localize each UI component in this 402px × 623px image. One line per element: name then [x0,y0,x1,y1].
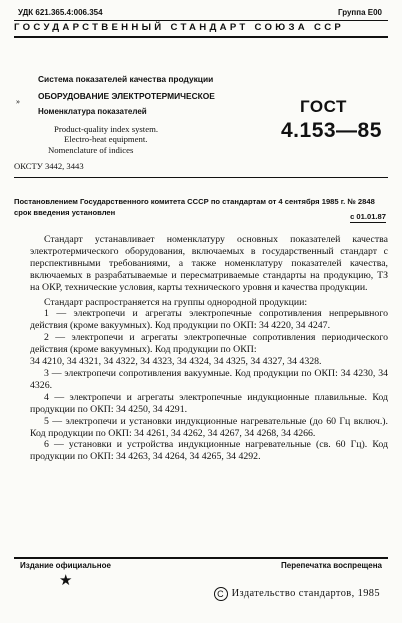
group-item-3: 3 — электропечи сопротивления вакуумные. Код продукции по ОКП: 34 4230, 34 4326. [30,367,388,391]
effective-date: с 01.01.87 [350,212,386,221]
copyright-text: Издательство стандартов, 1985 [231,588,380,599]
udk-code: УДК 621.365.4:006.354 [18,8,103,17]
margin-marker: » [16,97,20,106]
header-rule [14,36,388,38]
reprint-prohibited: Перепечатка воспрещена [281,561,382,570]
group-item-1: 1 — электропечи и агрегаты электропечные сопротивления непрерывного действия (кроме вакуумных). Код продукции по ОКП: 34 4220, 34 4247. [30,308,388,332]
title-block [38,74,268,155]
group-item-4: 4 — электропечи и агрегаты электропечные индукционные плавильные. Код продукции по ОКП: 34 4250, 34 4291. [30,391,388,415]
paragraph-groups: Стандарт распространяется на группы однородной продукции: [44,296,308,308]
copyright-icon: С [214,587,228,601]
okstu-rule [14,177,388,178]
okstu-codes: ОКСТУ 3442, 3443 [14,161,84,171]
group-item-2: 2 — электропечи и агрегаты электропечные сопротивления периодического действия (кроме вакуумных). Код продукции по ОКП: [30,332,388,356]
gost-number: 4.153—85 [281,119,382,142]
english-title [38,124,268,155]
english-title-line-3: Nomenclature of indices [48,144,134,155]
paragraph-scope: Стандарт устанавливает номенклатуру основных показателей качества электротермического оборудования, включаемых в государственный стандарт с перспективными требованиями, а также номенклатуру показателей качества, включаемых в разрабатываемые и пересматриваемые стандарты на продукцию, ТЗ на ОКР, технические условия, карты технического уровня и качества продукции. [30,234,388,293]
official-edition: Издание официальное [20,561,111,570]
group-item-6: 6 — установки и устройства индукционные нагревательные (св. 60 Гц). Код продукции по ОКП: 34 4263, 34 4264, 34 4265, 34 4292. [30,439,388,463]
top-rule [14,20,388,21]
gost-label: ГОСТ [300,97,347,116]
star-icon: ★ [59,573,73,589]
group-item-2-codes: 34 4210, 34 4321, 34 4322, 34 4323, 34 4324, 34 4325, 34 4327, 34 4328. [30,356,322,368]
body-text [30,234,388,463]
english-title-line-2: Electro-heat equipment. [64,134,148,145]
footer-rule [14,557,388,559]
group-code: Группа Е00 [337,8,382,17]
equipment-title: ОБОРУДОВАНИЕ ЭЛЕКТРОТЕРМИЧЕСКОЕ [38,91,215,101]
system-title: Система показателей качества продукции [38,74,214,84]
nomenclature-title: Номенклатура показателей [38,107,147,116]
standard-header: ГОСУДАРСТВЕННЫЙ СТАНДАРТ СОЮЗА ССР [14,22,345,33]
resolution-text: Постановлением Государственного комитета СССР по стандартам от 4 сентября 1985 г. № 2848 срок введения установлен [14,197,375,217]
group-item-5: 5 — электропечи и установки индукционные нагревательные (до 60 Гц включ.). Код продукции по ОКП: 34 4261, 34 4262, 34 4267, 34 4268, 34 4266. [30,415,388,439]
english-title-line-1: Product-quality index system. [54,124,158,134]
copyright [214,587,380,601]
